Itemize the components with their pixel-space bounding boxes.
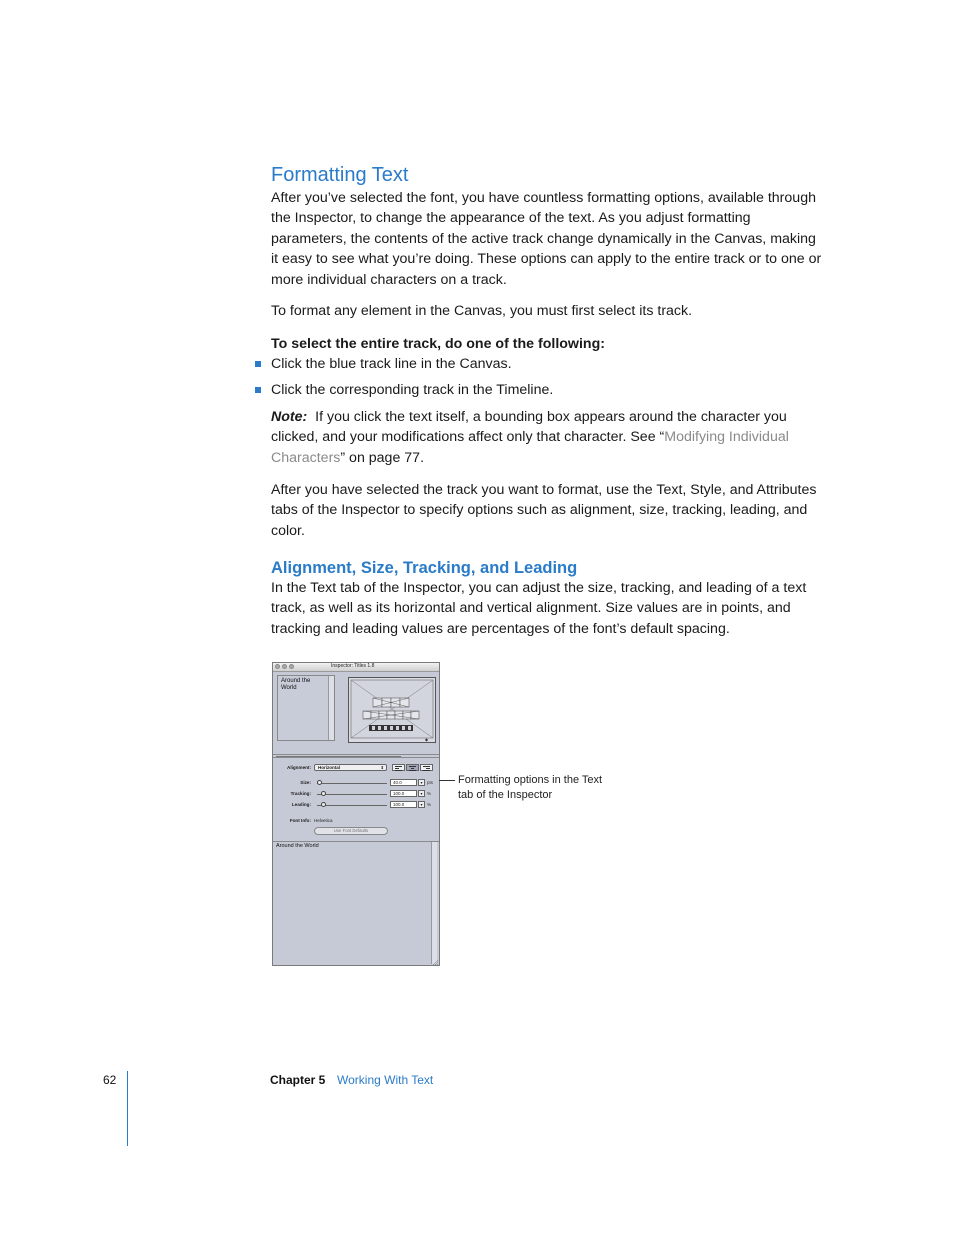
inspector-preview-area (273, 672, 439, 755)
footer-chapter: Chapter 5 (270, 1073, 326, 1087)
note-paragraph (271, 407, 823, 468)
thumbnail-graphic (349, 678, 435, 742)
bullet-marker (255, 361, 261, 367)
size-label: Size: (300, 780, 311, 785)
size-stepper[interactable]: ▾ (418, 779, 425, 786)
footer-rule (127, 1071, 128, 1146)
bullet-item-2: Click the corresponding track in the Timeline. (271, 382, 554, 398)
cross-reference-link[interactable]: Modifying Individual Characters (271, 429, 789, 466)
align-right-button[interactable] (420, 764, 433, 771)
text-entry-content: Around the World (281, 678, 311, 691)
subheading: Alignment, Size, Tracking, and Leading (271, 559, 578, 577)
size-field[interactable]: 40.0 (390, 779, 417, 786)
updown-arrow-icon: ⇕ (380, 765, 384, 770)
bottom-scrollbar[interactable] (431, 842, 437, 964)
text-entry-box[interactable] (277, 675, 335, 741)
after-select-paragraph: After you have selected the track you want to format, use the Text, Style, and Attributes tabs of the Inspector to specify options such as alignment, size, tracking, leading, and color. (271, 482, 817, 539)
bullet-marker (255, 387, 261, 393)
resize-grip-icon[interactable] (432, 960, 438, 966)
alignment-value: Horizontal (318, 765, 340, 770)
zoom-icon[interactable] (289, 664, 294, 669)
font-info-value: Helvetica (314, 818, 333, 823)
footer-chapter-title: Working With Text (337, 1073, 434, 1087)
note-text: If you click the text itself, a bounding box appears around the character you clicked, and your modifications affect only that character. See “ (271, 409, 787, 446)
inspector-title: Inspector: Titles 1.8 (331, 663, 375, 669)
tracking-stepper[interactable]: ▾ (418, 790, 425, 797)
size-slider-knob[interactable] (317, 780, 322, 785)
text-tab-parameters (273, 757, 439, 842)
inspector-bottom-area (273, 841, 439, 966)
text-entry-scrollbar[interactable] (328, 676, 334, 740)
bullet-item-1: Click the blue track line in the Canvas. (271, 356, 512, 372)
alignment-label: Alignment: (287, 765, 311, 770)
leading-field[interactable]: 100.0 (390, 801, 417, 808)
intro-paragraph: After you’ve selected the font, you have countless formatting options, available through the Inspector, to change the appearance of the text. As you adjust formatting parameters, the contents of the active track change dynamically in the Canvas, making it easy to see what you’re doing. These options can apply to the entire track or to one or more individual characters on a track. (271, 190, 822, 288)
leading-stepper[interactable]: ▾ (418, 801, 425, 808)
bottom-text: Around the World (276, 843, 319, 849)
note-label: Note: (271, 409, 308, 425)
leading-unit: % (427, 802, 432, 807)
select-note-paragraph: To format any element in the Canvas, you must first select its track. (271, 303, 693, 319)
tracking-unit: % (427, 791, 432, 796)
size-unit: pts (427, 780, 434, 785)
tracking-label: Tracking: (290, 791, 311, 796)
inspector-titlebar (273, 663, 439, 672)
close-icon[interactable] (275, 664, 280, 669)
procedure-heading: To select the entire track, do one of the following: (271, 336, 605, 352)
callout-line (439, 780, 455, 781)
alignment-popup[interactable] (314, 764, 387, 771)
tracking-field[interactable]: 100.0 (390, 790, 417, 797)
leading-slider-knob[interactable] (321, 802, 326, 807)
leading-label: Leading: (291, 802, 311, 807)
canvas-thumbnail (348, 677, 436, 743)
align-left-button[interactable] (392, 764, 405, 771)
size-slider[interactable] (317, 783, 387, 784)
figure-callout: Formatting options in the Text tab of the Inspector (458, 774, 603, 801)
leading-slider[interactable] (317, 805, 387, 806)
subsection-paragraph: In the Text tab of the Inspector, you can adjust the size, tracking, and leading of a text track, as well as its horizontal and vertical alignment. Size values are in points, and tracking and leading values are percentages of the font’s default spacing. (271, 580, 807, 637)
minimize-icon[interactable] (282, 664, 287, 669)
page-number: 62 (103, 1073, 117, 1087)
inspector-window (272, 662, 440, 966)
page-heading: Formatting Text (271, 164, 409, 186)
font-info-label: Font Info: (289, 818, 311, 823)
use-font-defaults-button[interactable]: Use Font Defaults (314, 827, 388, 835)
tracking-slider[interactable] (317, 794, 387, 795)
align-center-button[interactable] (406, 764, 419, 771)
note-text-end: ” on page 77. (340, 449, 425, 466)
tracking-slider-knob[interactable] (321, 791, 326, 796)
svg-text:◆: ◆ (425, 737, 429, 742)
